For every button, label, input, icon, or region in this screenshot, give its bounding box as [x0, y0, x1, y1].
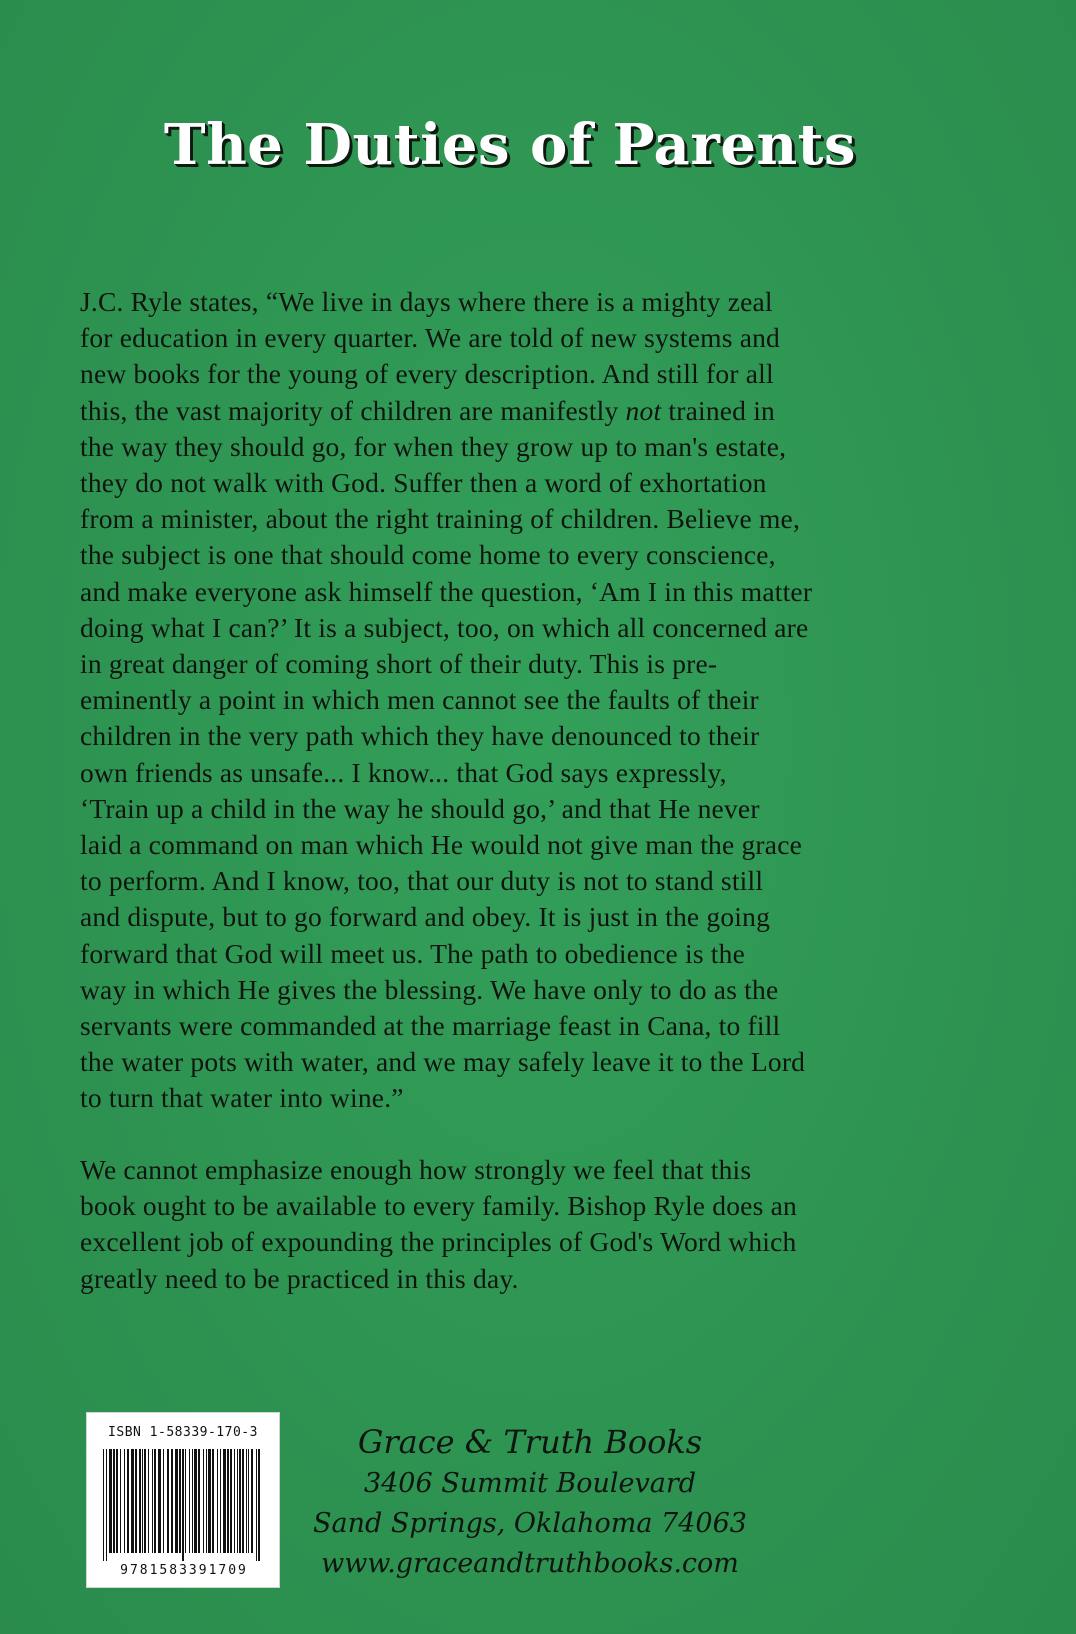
barcode-bar: [248, 1449, 249, 1553]
barcode-bar: [154, 1449, 156, 1553]
barcode-bar: [206, 1449, 207, 1553]
text-line: to perform. And I know, too, that our duty is not to stand still: [80, 865, 764, 897]
text-line: book ought to be available to every family. Bishop Ryle does an: [80, 1190, 797, 1222]
text-line: way in which He gives the blessing. We have only to do as the: [80, 973, 779, 1005]
publisher-website[interactable]: www.graceandtruthbooks.com: [321, 1548, 739, 1579]
barcode-bar: [163, 1449, 164, 1553]
publisher-city: Sand Springs, Oklahoma 74063: [313, 1508, 747, 1539]
barcode-bar: [246, 1449, 247, 1553]
barcode-bar: [203, 1449, 204, 1553]
text-segment: this, the vast majority of children are manifestly: [80, 394, 626, 426]
text-line: ‘Train up a child in the way he should go,’ and that He never: [80, 792, 760, 824]
barcode-bar: [152, 1449, 153, 1553]
barcode-bar: [167, 1449, 169, 1553]
text-line: excellent job of expounding the principles of God's Word which: [80, 1226, 797, 1258]
barcode-bar: [251, 1449, 253, 1553]
description-paragraph-endorsement: [80, 1152, 980, 1297]
barcode-bar: [103, 1449, 104, 1561]
emphasis-text: not: [625, 394, 662, 426]
text-line: laid a command on man which He would not give man the grace: [80, 829, 803, 861]
text-line: children in the very path which they have denounced to their: [80, 720, 760, 752]
publisher-info: [290, 1420, 770, 1584]
barcode-bar: [217, 1449, 218, 1553]
barcode-bar: [135, 1449, 137, 1553]
barcode-bar: [198, 1449, 200, 1553]
barcode-bar: [144, 1449, 146, 1553]
barcode-bar: [237, 1449, 238, 1553]
barcode-bar: [124, 1449, 125, 1553]
barcode-bar: [234, 1449, 235, 1553]
barcode-bar: [256, 1449, 257, 1561]
barcode-bar: [242, 1449, 244, 1553]
text-line: We cannot emphasize enough how strongly we feel that this: [80, 1154, 752, 1185]
barcode-bar: [220, 1449, 221, 1553]
barcode-bar: [113, 1449, 115, 1553]
barcode-bar: [142, 1449, 143, 1553]
barcode-bar: [131, 1449, 134, 1553]
text-line: the subject is one that should come home to every conscience,: [80, 539, 776, 571]
barcode-bar: [175, 1449, 178, 1553]
barcode-bar: [212, 1449, 214, 1553]
text-line: and make everyone ask himself the question, ‘Am I in this matter: [80, 575, 813, 607]
barcode-bar: [194, 1449, 197, 1553]
barcode-bar: [185, 1449, 186, 1553]
barcode-bar: [171, 1449, 173, 1553]
barcode-bar: [208, 1449, 211, 1553]
text-line: forward that God will meet us. The path to obedience is the: [80, 937, 746, 969]
text-line: from a minister, about the right training of children. Believe me,: [80, 503, 801, 535]
text-line: the water pots with water, and we may safely leave it to the Lord: [80, 1046, 806, 1078]
barcode-bar: [189, 1449, 190, 1553]
text-line: and dispute, but to go forward and obey. It is just in the going: [80, 901, 771, 933]
text-segment: trained in: [661, 394, 775, 426]
text-line: servants were commanded at the marriage feast in Cana, to fill: [80, 1010, 781, 1042]
barcode-bar: [106, 1449, 107, 1561]
isbn-barcode: [86, 1412, 280, 1588]
barcode-bar: [179, 1449, 181, 1553]
description-paragraph-quote: [80, 284, 980, 1117]
text-line: the way they should go, for when they grow up to man's estate,: [80, 430, 787, 462]
isbn-label: ISBN 1-58339-170-3: [108, 1425, 258, 1440]
barcode-bar: [109, 1449, 112, 1553]
barcode-bar: [192, 1449, 193, 1553]
text-line: greatly need to be practiced in this day.: [80, 1262, 519, 1294]
text-line: for education in every quarter. We are told of new systems and: [80, 322, 781, 354]
text-line: [80, 393, 980, 429]
barcode-bar: [223, 1449, 226, 1553]
barcode-bar: [182, 1449, 184, 1561]
barcode-bar: [120, 1449, 121, 1553]
barcode-bar: [258, 1449, 260, 1561]
text-line: J.C. Ryle states, “We live in days where there is a mighty zeal: [80, 286, 773, 317]
text-line: own friends as unsafe... I know... that God says expressly,: [80, 756, 727, 788]
barcode-bar: [116, 1449, 118, 1553]
barcode-digits: 9781583391709: [120, 1563, 248, 1578]
publisher-name: Grace & Truth Books: [357, 1423, 703, 1461]
text-line: to turn that water into wine.”: [80, 1082, 404, 1114]
text-line: eminently a point in which men cannot see the faults of their: [80, 684, 759, 716]
text-line: doing what I can?’ It is a subject, too, on which all concerned are: [80, 611, 809, 643]
book-title: The Duties of Parents: [163, 112, 857, 178]
publisher-street: 3406 Summit Boulevard: [363, 1468, 697, 1499]
barcode-bar: [148, 1449, 149, 1553]
barcode-bar: [230, 1449, 232, 1553]
barcode-bar: [239, 1449, 241, 1553]
barcode-bars: [101, 1449, 265, 1569]
barcode-bar: [227, 1449, 229, 1553]
barcode-bar: [127, 1449, 129, 1553]
barcode-bar: [158, 1449, 161, 1553]
text-line: in great danger of coming short of their duty. This is pre-: [80, 648, 718, 680]
text-line: they do not walk with God. Suffer then a word of exhortation: [80, 467, 767, 499]
barcode-bar: [139, 1449, 141, 1553]
text-line: new books for the young of every description. And still for all: [80, 358, 774, 390]
